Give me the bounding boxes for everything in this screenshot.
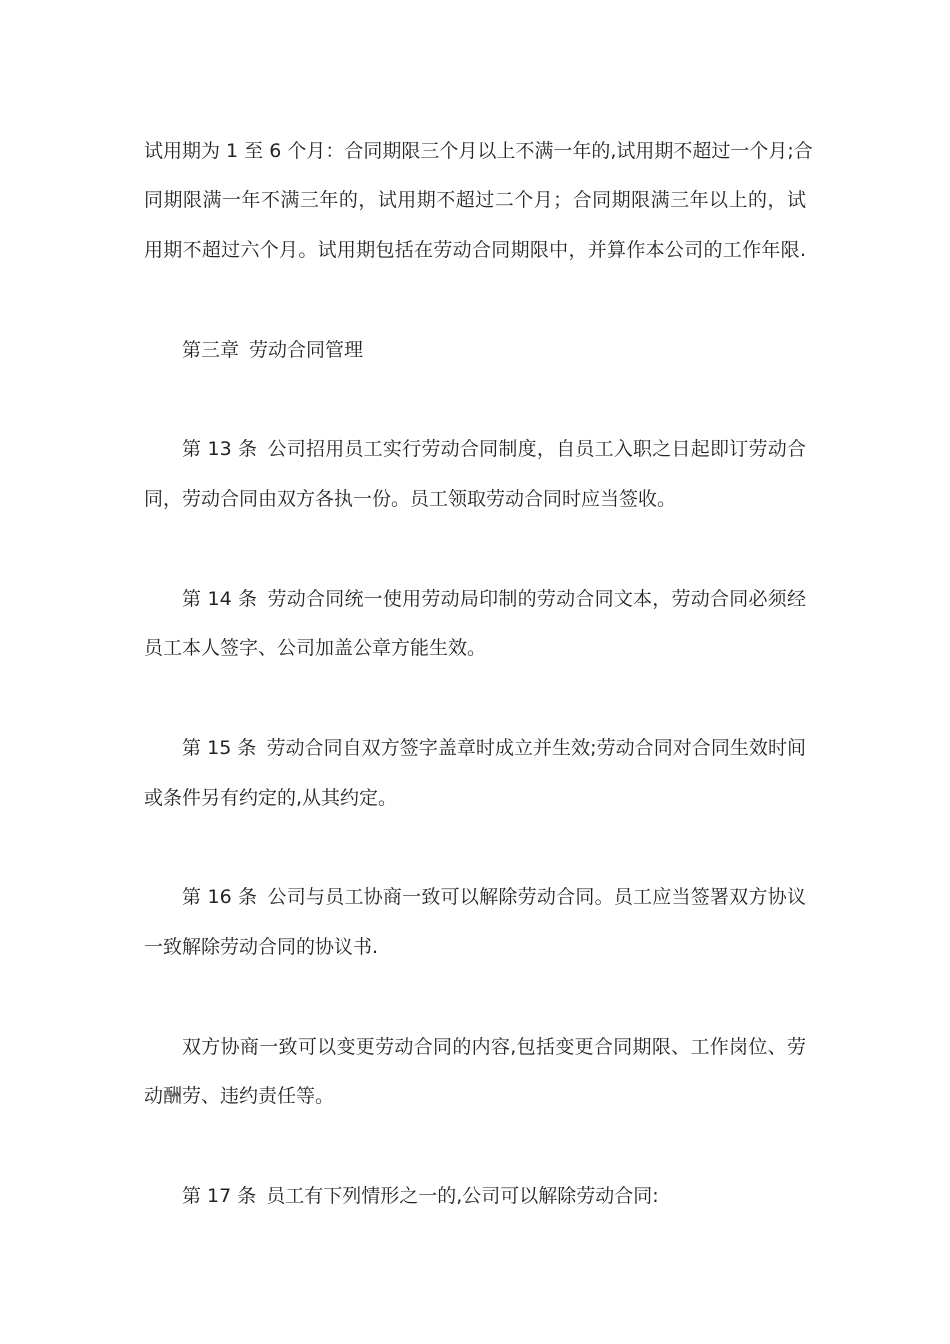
- article-14-line-2: 员工本人签字、公司加盖公章方能生效。: [144, 637, 487, 659]
- article-16-line-2: 一致解除劳动合同的协议书.: [144, 936, 379, 958]
- article-number: 第 17 条: [182, 1185, 257, 1207]
- article-text: 劳动合同自双方签字盖章时成立并生效;劳动合同对合同生效时间: [266, 737, 806, 759]
- article-number: 第 16 条: [182, 886, 258, 908]
- article-13-line-2: 同，劳动合同由双方各执一份。员工领取劳动合同时应当签收。: [144, 488, 677, 510]
- article-number: 第 13 条: [182, 438, 258, 460]
- article-text: 劳动合同统一使用劳动局印制的劳动合同文本，劳动合同必须经: [267, 588, 806, 610]
- text-line: 用期不超过六个月。试用期包括在劳动合同期限中，并算作本公司的工作年限.: [144, 239, 806, 261]
- article-16-line-1: [182, 885, 806, 909]
- article-17-line-1: [182, 1184, 806, 1208]
- article-text: 公司与员工协商一致可以解除劳动合同。员工应当签署双方协议: [267, 886, 806, 908]
- article-text: 员工有下列情形之一的,公司可以解除劳动合同:: [266, 1185, 659, 1207]
- article-15-line-1: [182, 736, 806, 760]
- chapter-number: 第三章: [182, 339, 240, 361]
- paragraph-line-2: 动酬劳、违约责任等。: [144, 1085, 335, 1107]
- article-text: 公司招用员工实行劳动合同制度，自员工入职之日起即订劳动合: [267, 438, 806, 460]
- chapter-heading: [182, 338, 806, 362]
- text-line: 试用期为 1 至 6 个月：合同期限三个月以上不满一年的,试用期不超过一个月;合: [144, 140, 813, 162]
- article-number: 第 15 条: [182, 737, 257, 759]
- article-14-line-1: [182, 587, 806, 611]
- text-line: 同期限满一年不满三年的，试用期不超过二个月；合同期限满三年以上的，试: [144, 189, 806, 211]
- article-15-line-2: 或条件另有约定的,从其约定。: [144, 787, 398, 809]
- article-number: 第 14 条: [182, 588, 258, 610]
- paragraph-line-1: 双方协商一致可以变更劳动合同的内容,包括变更合同期限、工作岗位、劳: [182, 1036, 806, 1058]
- article-13-line-1: [182, 437, 806, 461]
- chapter-title: 劳动合同管理: [249, 339, 364, 361]
